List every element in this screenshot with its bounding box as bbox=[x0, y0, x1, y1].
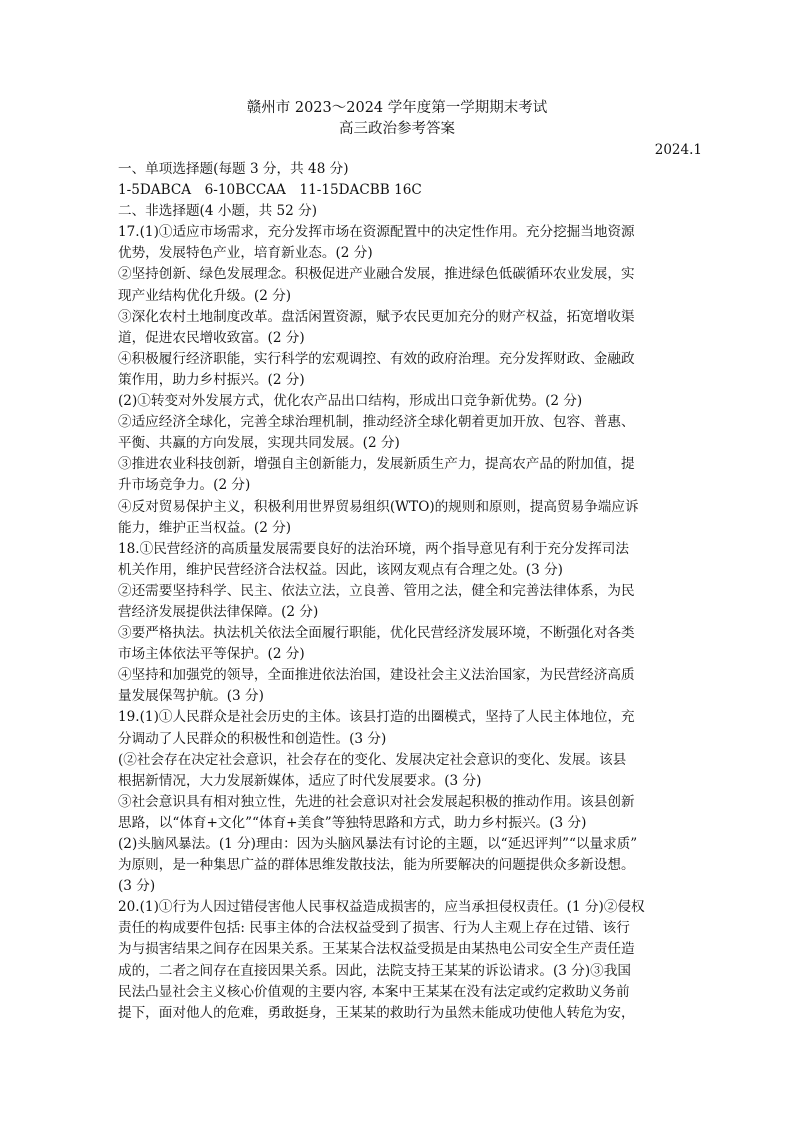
text-line: 成的，二者之间存在直接因果关系。因此，法院支持王某某的诉讼请求。(3 分)③我国 bbox=[118, 962, 631, 979]
text-line: 为原则，是一种集思广益的群体思维发散技法，能为所要解决的问题提供众多新设想。 bbox=[118, 857, 635, 874]
text-line: ④坚持和加强党的领导，全面推进依法治国，建设社会主义法治国家，为民营经济高质 bbox=[118, 667, 635, 684]
exam-title: 赣州市 2023～2024 学年度第一学期期末考试 bbox=[246, 100, 548, 116]
text-line: (2)①转变对外发展方式，优化农产品出口结构，形成出口竞争新优势。(2 分) bbox=[118, 393, 583, 410]
text-line: ②还需要坚持科学、民主、依法立法，立良善、管用之法，健全和完善法律体系，为民 bbox=[118, 582, 635, 599]
text-line: 提下，面对他人的危难，勇敢挺身，王某某的救助行为虽然未能成功使他人转危为安， bbox=[118, 1004, 635, 1021]
text-line: ③深化农村土地制度改革。盘活闲置资源，赋予农民更加充分的财产权益，拓宽增收渠 bbox=[118, 308, 635, 325]
text-line: 分调动了人民群众的积极性和创造性。(3 分) bbox=[118, 730, 387, 747]
text-line: (3 分) bbox=[118, 878, 156, 895]
text-line: ③社会意识具有相对独立性，先进的社会意识对社会发展起积极的推动作用。该县创新 bbox=[118, 793, 635, 810]
text-line: 升市场竞争力。(2 分) bbox=[118, 477, 251, 494]
text-line: 20.(1)①行为人因过错侵害他人民事权益造成损害的，应当承担侵权责任。(1 分)②侵权 bbox=[118, 899, 645, 916]
text-line: 策作用，助力乡村振兴。(2 分) bbox=[118, 371, 305, 388]
text-line: ②坚持创新、绿色发展理念。积极促进产业融合发展，推进绿色低碳循环农业发展，实 bbox=[118, 266, 635, 283]
text-line: 民法凸显社会主义核心价值观的主要内容, 本案中王某某在没有法定或约定救助义务前 bbox=[118, 983, 630, 1000]
text-line: (2)头脑风暴法。(1 分)理由：因为头脑风暴法有讨论的主题，以“延迟评判”“以量求质” bbox=[118, 836, 638, 852]
text-line: 能力，维护正当权益。(2 分) bbox=[118, 519, 292, 536]
text-line: ②适应经济全球化，完善全球治理机制，推动经济全球化朝着更加开放、包容、普惠、 bbox=[118, 414, 635, 431]
text-line: 根据新情况，大力发展新媒体，适应了时代发展要求。(3 分) bbox=[118, 772, 482, 789]
exam-subtitle: 高三政治参考答案 bbox=[339, 121, 455, 137]
text-line: 平衡、共赢的方向发展，实现共同发展。(2 分) bbox=[118, 435, 400, 452]
text-line: ③推进农业科技创新，增强自主创新能力，发展新质生产力，提高农产品的附加值，提 bbox=[118, 456, 635, 473]
text-line: 思路，以“体育+文化”“体育+美食”等独特思路和方式，助力乡村振兴。(3 分) bbox=[118, 814, 587, 831]
text-line: 17.(1)①适应市场需求，充分发挥市场在资源配置中的决定性作用。充分挖掘当地资源 bbox=[118, 224, 635, 241]
text-line: 优势，发展特色产业，培育新业态。(2 分) bbox=[118, 245, 373, 262]
text-line: 为与损害结果之间存在因果关系。王某某合法权益受损是由某热电公司安全生产责任造 bbox=[118, 941, 635, 958]
text-line: 18.①民营经济的高质量发展需要良好的法治环境，两个指导意见有利于充分发挥司法 bbox=[118, 540, 629, 557]
text-line: 责任的构成要件包括: 民事主体的合法权益受到了损害、行为人主观上存在过错、该行 bbox=[118, 920, 630, 937]
text-line: 市场主体依法平等保护。(2 分) bbox=[118, 646, 305, 663]
text-line: ④积极履行经济职能，实行科学的宏观调控、有效的政府治理。充分发挥财政、金融政 bbox=[118, 350, 635, 367]
answer-body bbox=[118, 159, 688, 1024]
text-line: 1-5DABCA 6-10BCCAA 11-15DACBB 16C bbox=[118, 182, 422, 199]
text-line: 19.(1)①人民群众是社会历史的主体。该县打造的出圈模式，坚持了人民主体地位，充 bbox=[118, 709, 635, 726]
text-line: (②社会存在决定社会意识，社会存在的变化、发展决定社会意识的变化、发展。该县 bbox=[118, 751, 627, 768]
text-line: ④反对贸易保护主义，积极利用世界贸易组织(WTO)的规则和原则，提高贸易争端应诉 bbox=[118, 498, 639, 515]
text-line: 营经济发展提供法律保障。(2 分) bbox=[118, 603, 319, 620]
text-line: 机关作用，维护民营经济合法权益。因此，该网友观点有合理之处。(3 分) bbox=[118, 561, 563, 578]
text-line: 一、单项选择题(每题 3 分，共 48 分) bbox=[118, 161, 349, 177]
text-line: 道，促进农民增收致富。(2 分) bbox=[118, 329, 305, 346]
exam-date: 2024.1 bbox=[654, 142, 702, 158]
text-line: 二、非选择题(4 小题，共 52 分) bbox=[118, 203, 318, 220]
text-line: 现产业结构优化升级。(2 分) bbox=[118, 287, 292, 304]
text-line: ③要严格执法。执法机关依法全面履行职能，优化民营经济发展环境，不断强化对各类 bbox=[118, 625, 635, 642]
text-line: 量发展保驾护航。(3 分) bbox=[118, 688, 264, 705]
